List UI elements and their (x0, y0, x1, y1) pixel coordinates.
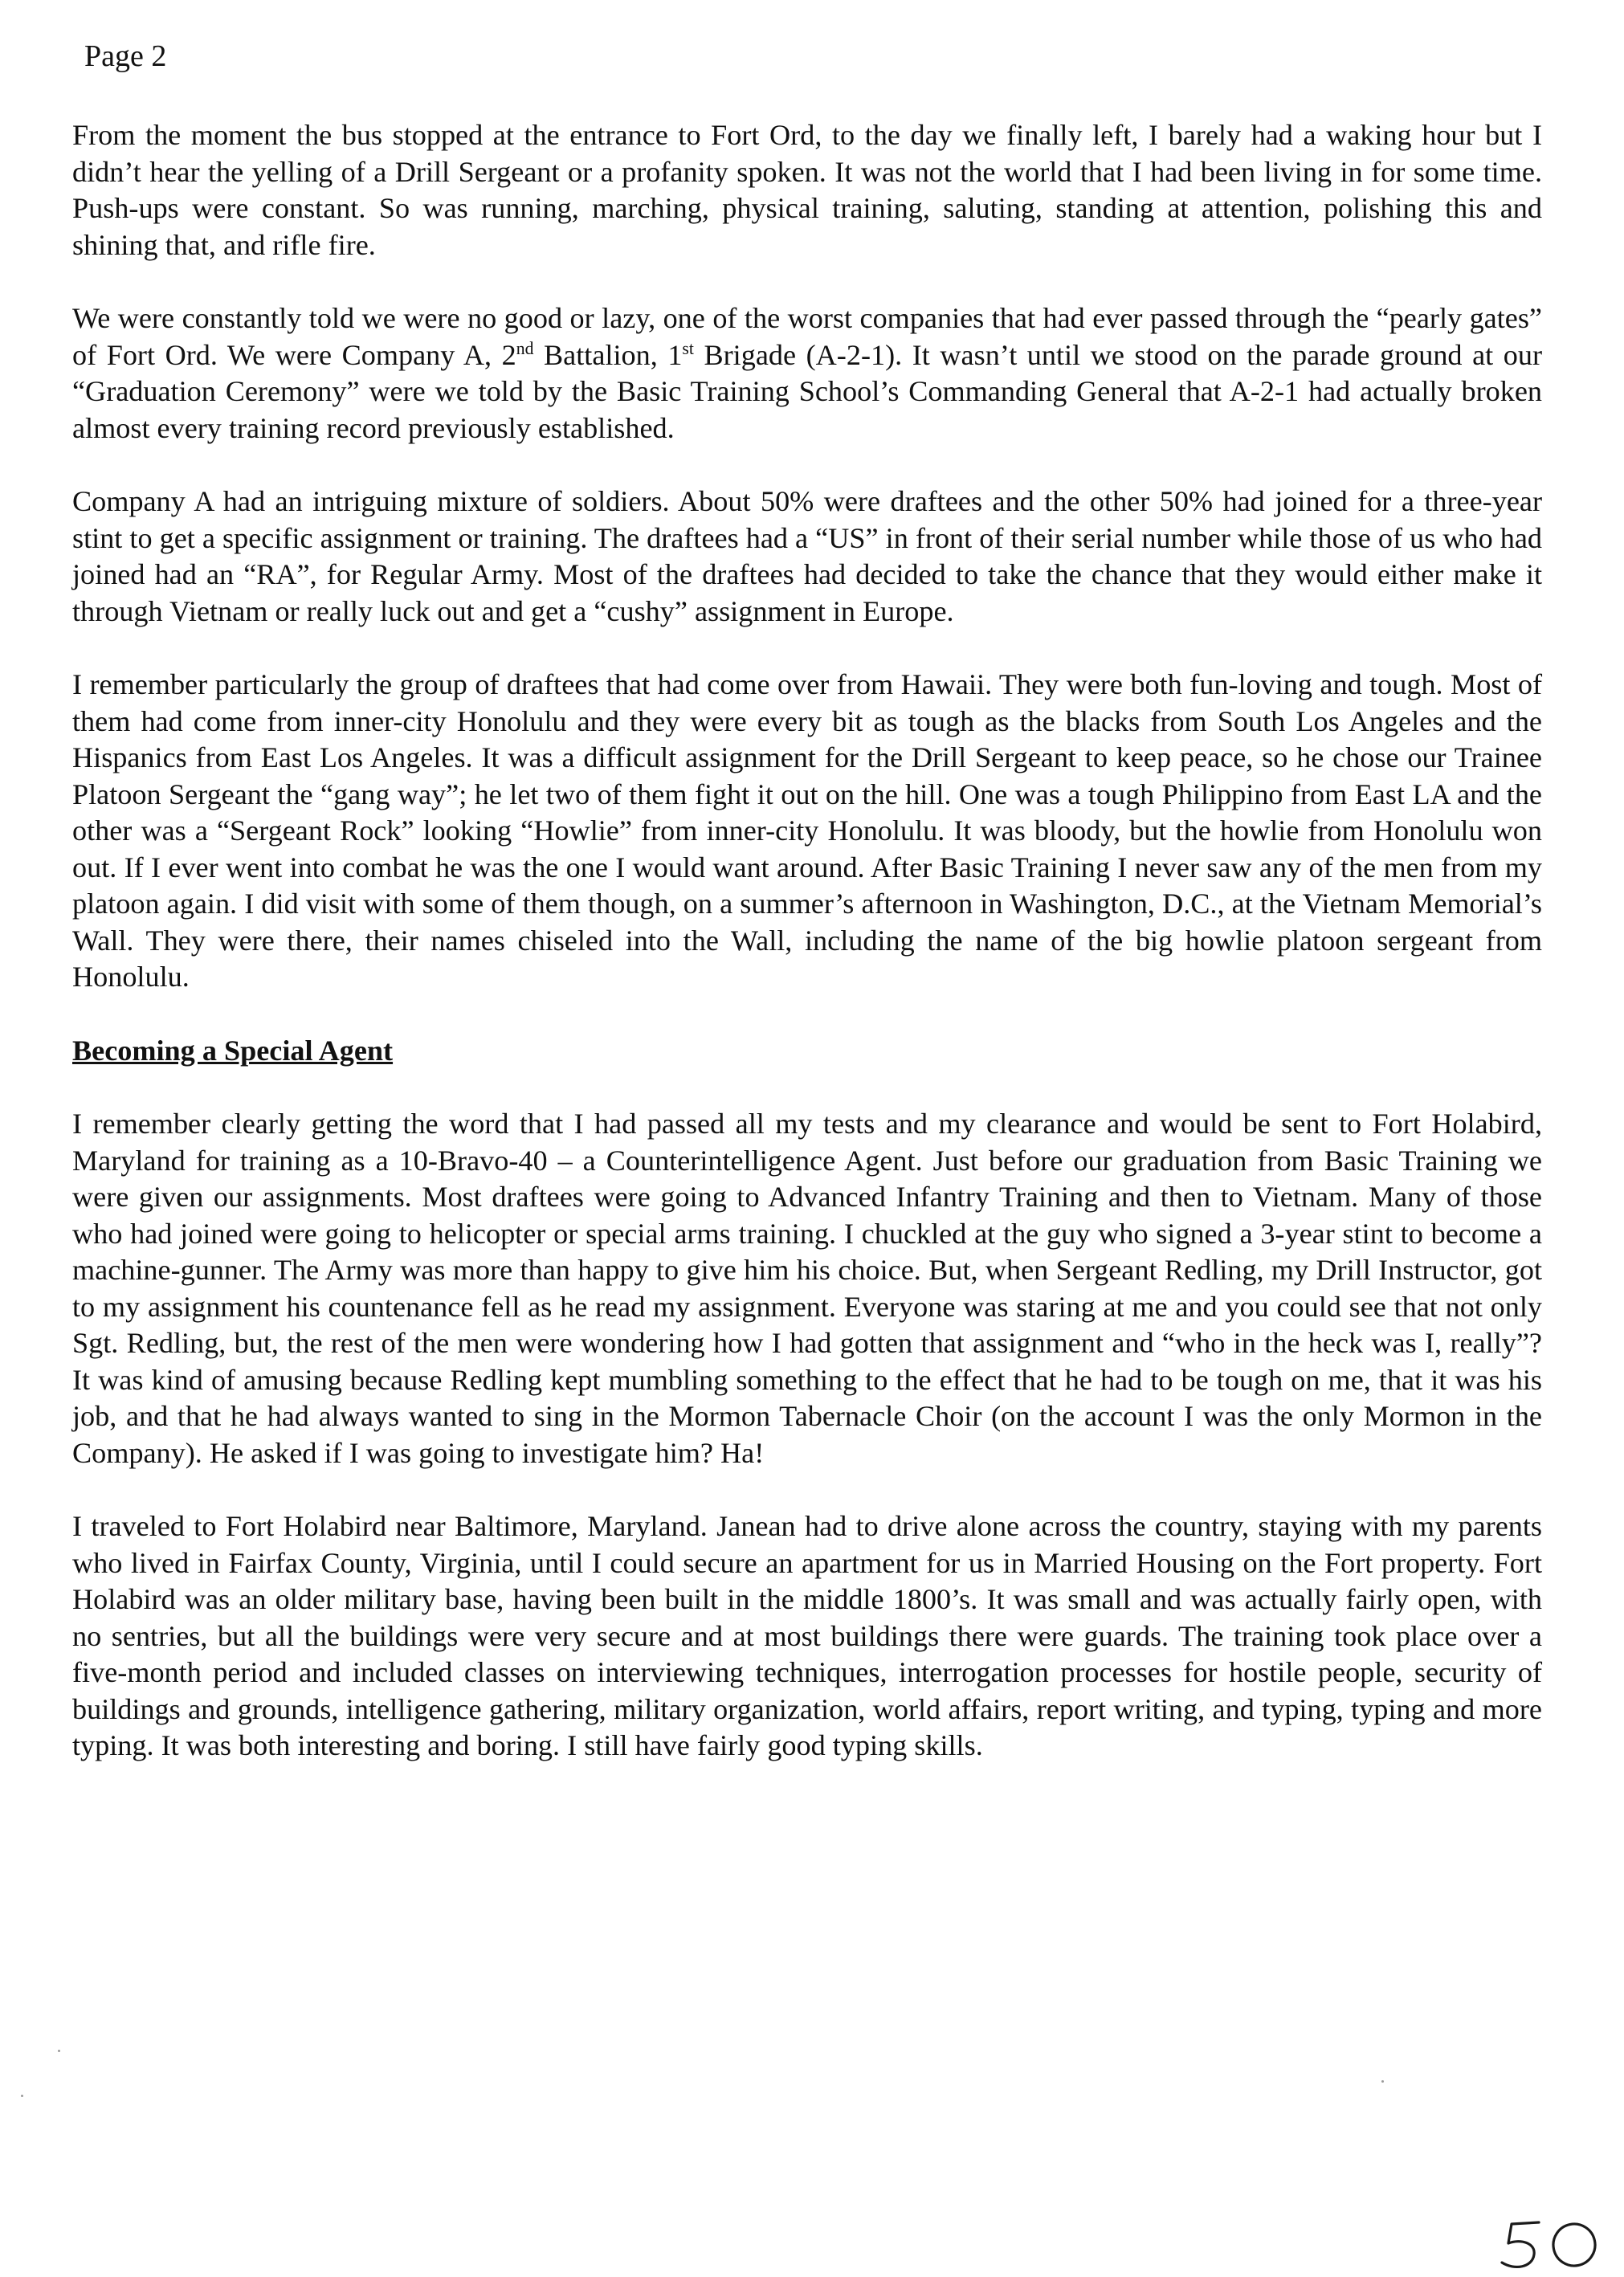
scan-speck (58, 2050, 60, 2052)
page-header: Page 2 (84, 39, 167, 73)
paragraph-soldier-mixture: Company A had an intriguing mixture of soldiers. About 50% were draftees and the other 50% had joined for a three-year stint to get a specific assignment or training. The draftees had a “US” in front of their serial number while those of us who had joined had an “RA”, for Regular Army. Most of the draftees had decided to take the chance that they would either make it through Vietnam or really luck out and get a “cushy” assignment in Europe. (72, 485, 1542, 627)
superscript-st: st (682, 338, 694, 358)
superscript-nd: nd (516, 338, 534, 358)
paragraph-assignment: I remember clearly getting the word that I had passed all my tests and my clearance and would be sent to Fort Holabird, Maryland for training as a 10-Bravo-40 – a Counterintelligence Agent. Just before our graduation from Basic Training we were given our assignments. Most draftees were going to Advanced Infantry Training and then to Vietnam. Many of those who had joined were going to helicopter or special arms training. I chuckled at the guy who signed a 3-year stint to become a machine-gunner. The Army was more than happy to give him his choice. But, when Sergeant Redling, my Drill Instructor, got to my assignment his countenance fell as he read my assignment. Everyone was staring at me and you could see that not only Sgt. Redling, but, the rest of the men were wondering how I had gotten that assignment and “who in the heck was I, really”? It was kind of amusing because Redling kept mumbling something to the effect that he had to be tough on me, that it was his job, and that he had always wanted to sing in the Mormon Tabernacle Choir (on the account I was the only Mormon in the Company). He asked if I was going to investigate him? Ha! (72, 1108, 1542, 1469)
paragraph-fort-holabird: I traveled to Fort Holabird near Baltimore, Maryland. Janean had to drive alone across the country, staying with my parents who lived in Fairfax County, Virginia, until I could secure an apartment for us in Married Housing on the Fort property. Fort Holabird was an older military base, having been built in the middle 1800’s. It was small and was actually fairly open, with no sentries, but all the buildings were very secure and at most buildings there were guards. The training took place over a five-month period and included classes on interviewing techniques, interrogation processes for hostile people, security of buildings and grounds, intelligence gathering, military organization, world affairs, report writing, and typing, typing and more typing. It was both interesting and boring. I still have fairly good typing skills. (72, 1510, 1542, 1761)
scan-speck (21, 2095, 23, 2097)
paragraph-basic-training: From the moment the bus stopped at the entrance to Fort Ord, to the day we finally left, I barely had a waking hour but I didn’t hear the yelling of a Drill Sergeant or a profanity spoken. It was not the world that I had been living in for some time. Push-ups were constant. So was running, marching, physical training, saluting, standing at attention, polishing this and shining that, and rifle fire. (72, 119, 1542, 261)
scan-speck (1381, 2080, 1384, 2083)
paragraph-hawaii-draftees: I remember particularly the group of draftees that had come over from Hawaii. They were both fun-loving and tough. Most of them had come from inner-city Honolulu and they were every bit as tough as the blacks from South Los Angeles and the Hispanics from East Los Angeles. It was a difficult assignment for the Drill Sergeant to keep peace, so he chose our Trainee Platoon Sergeant the “gang way”; he let two of them fight it out on the hill. One was a tough Philippino from East LA and the other was a “Sergeant Rock” looking “Howlie” from inner-city Honolulu. It was bloody, but the howlie from Honolulu won out. If I ever went into combat he was the one I would want around. After Basic Training I never saw any of the men from my platoon again. I did visit with some of them though, on a summer’s afternoon in Washington, D.C., at the Vietnam Memorial’s Wall. They were there, their names chiseled into the Wall, including the name of the big howlie platoon sergeant from Honolulu. (72, 668, 1542, 993)
document-body (72, 117, 1542, 1765)
paragraph-company-a-part2: Battalion, 1 (533, 338, 683, 371)
paragraph-company-a-part1: We were constantly told we were no good or lazy, one of the worst companies that had ever passed through the “pearly gates” of Fort Ord. We were Company A, 2 (72, 302, 1542, 371)
section-heading-special-agent: Becoming a Special Agent (72, 1034, 394, 1067)
handwritten-page-number-drawing (1497, 2205, 1610, 2277)
handwritten-page-number (1497, 2205, 1610, 2277)
paragraph-company-a-part3: Brigade (A-2-1). It wasn’t until we stood on the parade ground at our “Graduation Ceremony” were we told by the Basic Training School’s Commanding General that A-2-1 had actually broken almost every training record previously established. (72, 338, 1543, 444)
paragraph-company-a (72, 300, 1542, 447)
